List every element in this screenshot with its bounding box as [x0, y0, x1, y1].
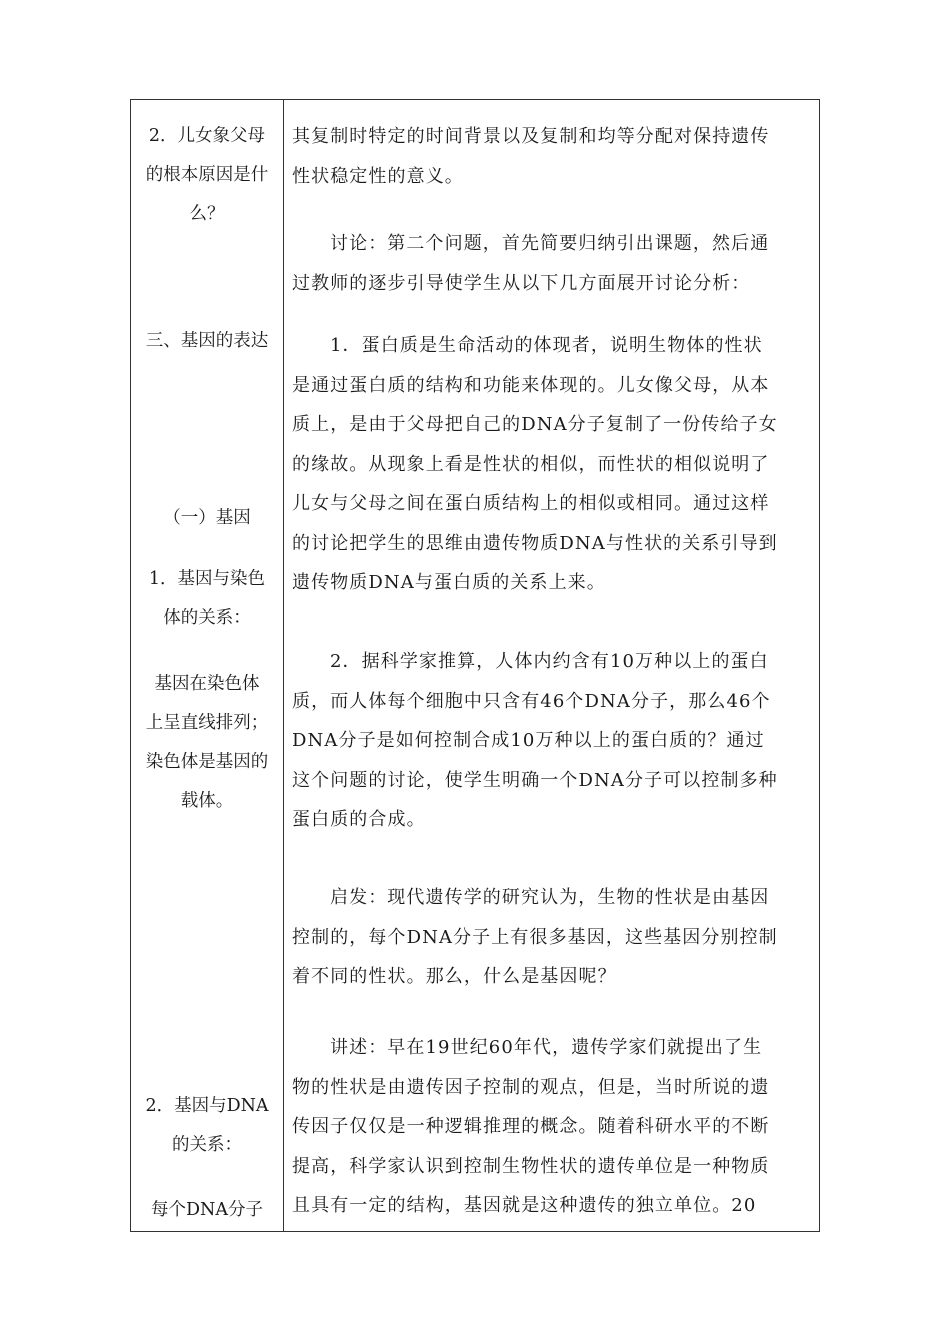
item-1-title: 1．基因与染色 体的关系： — [148, 569, 266, 628]
question-2: 2．儿女象父母 的根本原因是什 么？ — [145, 126, 269, 224]
left-column — [131, 100, 283, 1231]
section-3-heading: 三、基因的表达 — [145, 331, 269, 351]
paragraph-1: 其复制时特定的时间背景以及复制和均等分配对保持遗传 性状稳定性的意义。 — [292, 126, 770, 187]
item-1-body: 基因在染色体 上呈直线排列； 染色体是基因的 载体。 — [145, 674, 269, 811]
paragraph-narration: 讲述：早在19世纪60年代，遗传学家们就提出了生 物的性状是由遗传因子控制的观点，但是，当时所说的遗 传因子仅仅是一种逻辑推理的概念。随着科研水平的不断 提高，科学家认识到控制生物性状的遗传单位是一种物质 且具有一定的结构，基因就是这种遗传的独立单位。20 — [292, 1037, 770, 1216]
paragraph-discussion: 讨论：第二个问题，首先简要归纳引出课题，然后通 过教师的逐步引导使学生从以下几方面展开讨论分析： — [292, 233, 770, 294]
lesson-table — [130, 99, 820, 1232]
right-column — [284, 100, 821, 1231]
item-2-title: 2．基因与DNA 的关系： — [145, 1096, 269, 1155]
item-2-body: 每个DNA分子 — [151, 1200, 263, 1220]
paragraph-point-2: 2．据科学家推算，人体内约含有10万种以上的蛋白 质，而人体每个细胞中只含有46个DNA分子，那么46个 DNA分子是如何控制合成10万种以上的蛋白质的？通过 这个问题的讨论，使学生明确一个DNA分子可以控制多种 蛋白质的合成。 — [292, 651, 778, 830]
subsection-1-heading: （一）基因 — [163, 508, 251, 528]
paragraph-inspiration: 启发：现代遗传学的研究认为，生物的性状是由基因 控制的，每个DNA分子上有很多基因，这些基因分别控制 着不同的性状。那么，什么是基因呢？ — [292, 887, 778, 987]
paragraph-point-1: 1．蛋白质是生命活动的体现者，说明生物体的性状 是通过蛋白质的结构和功能来体现的。儿女像父母，从本 质上，是由于父母把自己的DNA分子复制了一份传给子女 的缘故。从现象上看是性状的相似，而性状的相似说明了 儿女与父母之间在蛋白质结构上的相似或相同。通过这样 的讨论把学生的思维由遗传物质DNA与性状的关系引导到 遗传物质DNA与蛋白质的关系上来。 — [292, 335, 778, 593]
